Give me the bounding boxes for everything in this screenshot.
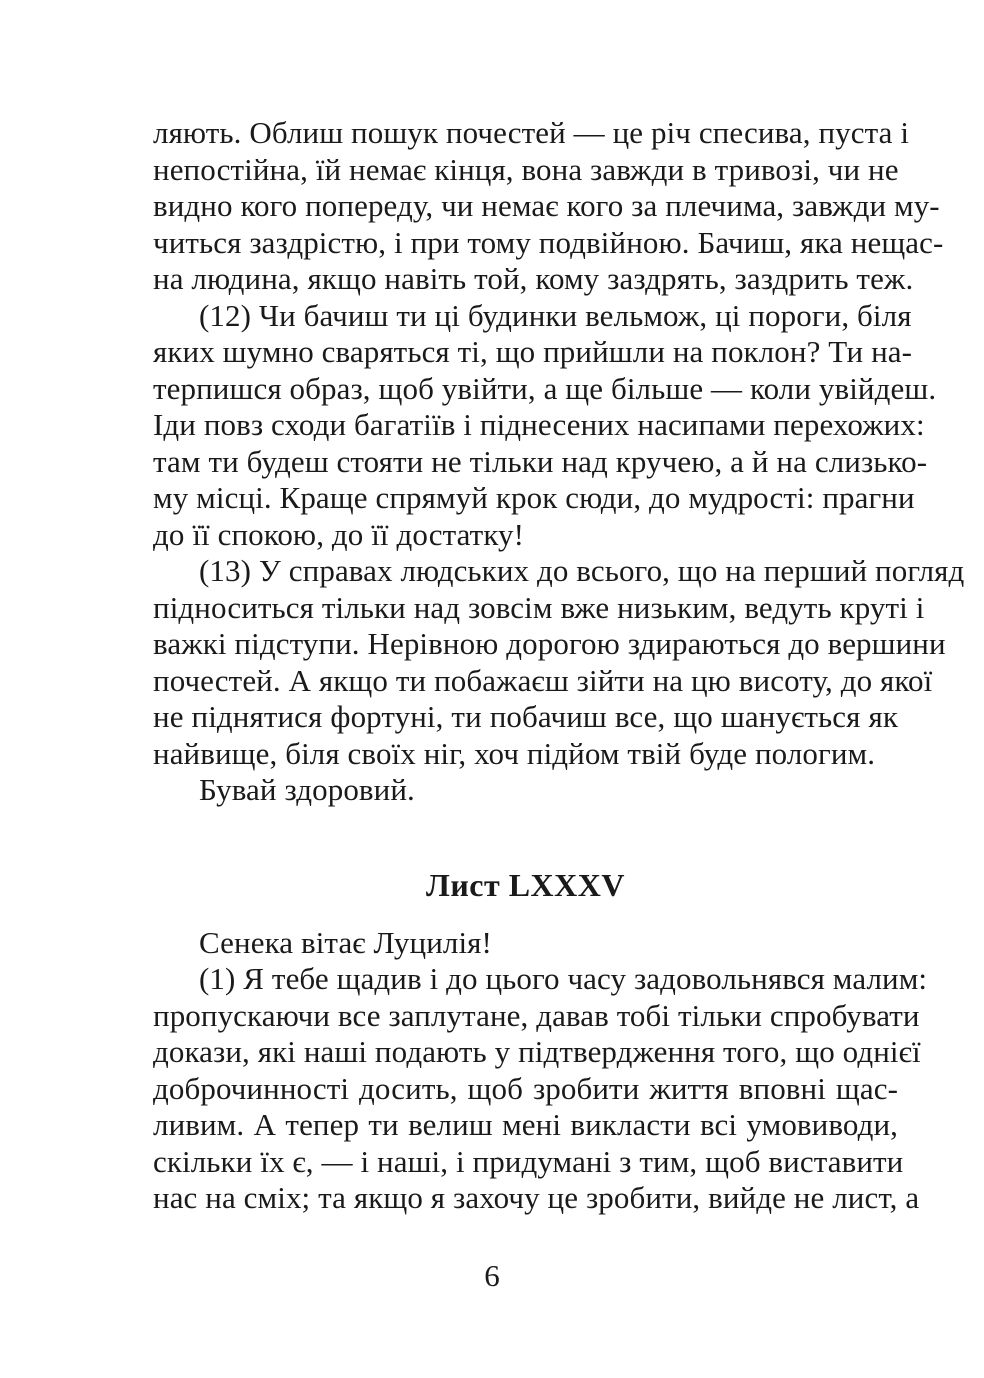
text-line: на людина, якщо навіть той, кому заздрять, заздрить теж. <box>153 261 914 296</box>
text-line: доброчинності досить, щоб зробити життя вповні щас- <box>153 1070 898 1106</box>
paragraph <box>153 961 928 1217</box>
text-line: (13) У справах людських до всього, що на перший погляд <box>199 553 965 588</box>
text-line: там ти будеш стояти не тільки над кручею, а й на слизько- <box>153 443 928 479</box>
text-line: читься заздрістю, і при тому подвійною. Бачиш, яка нещас- <box>153 224 944 260</box>
text-line: видно кого попереду, чи немає кого за плечима, завжди му- <box>153 188 940 223</box>
page-body <box>153 115 965 1217</box>
text-line: терпишся образ, щоб увійти, а ще більше — коли увійдеш. <box>153 370 937 406</box>
text-line: ляють. Облиш пошук почестей — це річ спесива, пуста і <box>153 115 910 150</box>
text-line: найвище, біля своїх ніг, хоч підйом твій буде пологим. <box>153 735 876 771</box>
paragraph <box>153 925 898 962</box>
text-line: скільки їх є, — і наші, і придумані з тим, щоб виставити <box>153 1143 904 1179</box>
paragraph <box>153 553 965 772</box>
text-line: му місці. Краще спрямуй крок сюди, до мудрості: прагни <box>153 480 915 515</box>
text-line: яких шумно сваряться ті, що прийшли на поклон? Ти на- <box>153 334 913 369</box>
paragraph <box>153 772 898 809</box>
text-line: нас на сміх; та якщо я захочу це зробити, вийде не лист, а <box>153 1180 920 1215</box>
text-line: до її спокою, до її достатку! <box>153 516 525 552</box>
paragraph <box>153 115 944 298</box>
text-block-bottom <box>153 924 928 1217</box>
text-line: ливим. А тепер ти велиш мені викласти всі умовиводи, <box>153 1107 898 1142</box>
text-line: Сенека вітає Луцилія! <box>199 924 492 960</box>
text-block-top <box>153 115 965 809</box>
letter-heading: Лист LXXXV <box>426 866 625 903</box>
text-line: Іди повз сходи багатіїв і піднесених насипами перехожих: <box>153 407 925 442</box>
text-line: докази, які наші подають у підтвердження того, що однієї <box>153 1034 921 1069</box>
text-line: (1) Я тебе щадив і до цього часу задовольнявся малим: <box>199 961 928 996</box>
text-line: важкі підступи. Нерівною дорогою здираються до вершини <box>153 626 946 661</box>
paragraph <box>153 297 937 554</box>
text-line: непостійна, їй немає кінця, вона завжди в тривозі, чи не <box>153 151 899 187</box>
page-number: 6 <box>484 1258 500 1293</box>
text-line: підноситься тільки над зовсім вже низьким, ведуть круті і <box>153 589 925 625</box>
text-line: пропускаючи все заплутане, давав тобі тільки спробувати <box>153 997 920 1033</box>
text-line: почестей. А якщо ти побажаєш зійти на цю висоту, до якої <box>153 662 933 698</box>
text-line: (12) Чи бачиш ти ці будинки вельмож, ці пороги, біля <box>199 297 912 333</box>
text-line: не піднятися фортуні, ти побачиш все, що шанується як <box>153 699 898 734</box>
text-line: Бувай здоровий. <box>199 772 415 807</box>
